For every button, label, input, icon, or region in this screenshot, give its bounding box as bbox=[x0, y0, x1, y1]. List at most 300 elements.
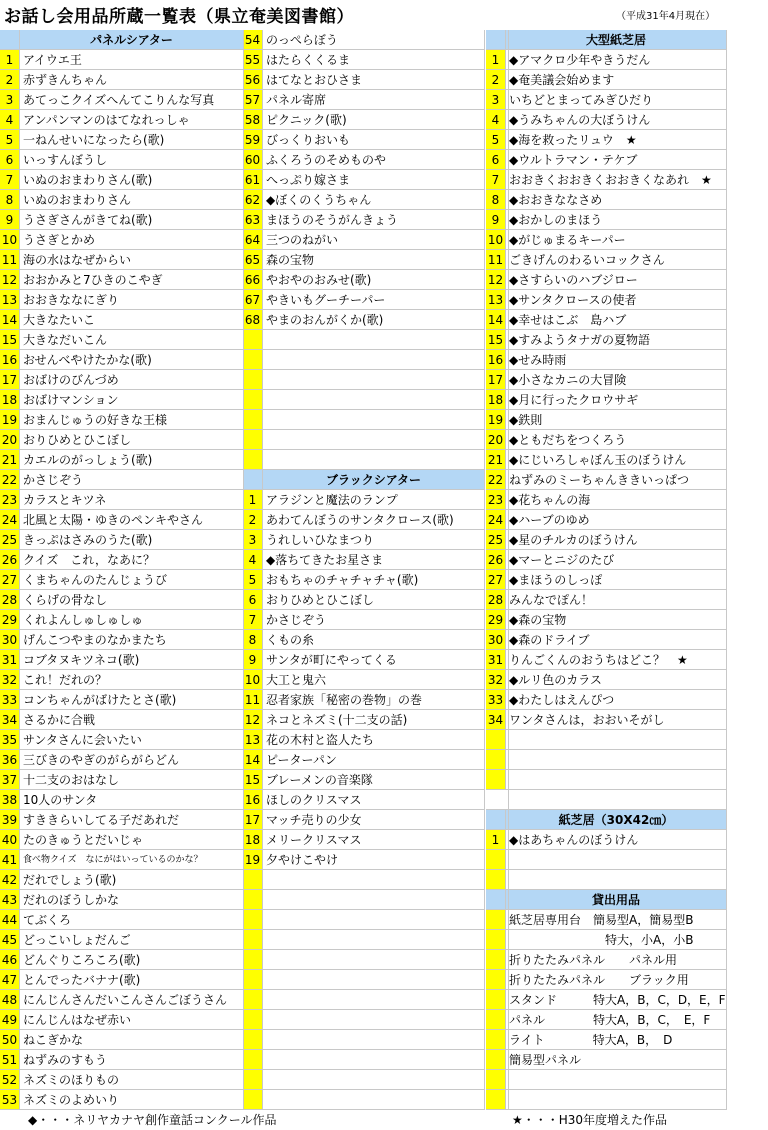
item-title: 夕やけこやけ bbox=[266, 853, 339, 867]
item-title bbox=[263, 1050, 484, 1069]
item-number: 15 bbox=[486, 330, 506, 349]
item-number bbox=[486, 970, 506, 989]
footer-legend-star: ★・・・H30年度増えた作品 bbox=[512, 1113, 668, 1127]
section-header-label: パネルシアター bbox=[20, 30, 243, 49]
item-number: 29 bbox=[486, 610, 506, 629]
item-number: 68 bbox=[243, 310, 263, 329]
item-title: ピクニック(歌) bbox=[266, 113, 347, 127]
item-number: 14 bbox=[0, 310, 20, 329]
list-item bbox=[486, 50, 726, 70]
item-title: コンちゃんがばけたとさ(歌) bbox=[23, 693, 177, 707]
item-title bbox=[263, 350, 484, 369]
item-number: 33 bbox=[486, 690, 506, 709]
list-item bbox=[0, 570, 243, 590]
list-item bbox=[486, 130, 726, 150]
column-divider bbox=[243, 30, 244, 1110]
list-item bbox=[243, 130, 484, 150]
list-item bbox=[486, 290, 726, 310]
item-title: 花の木村と盗人たち bbox=[266, 733, 375, 747]
item-number bbox=[486, 850, 506, 869]
list-item bbox=[486, 750, 726, 770]
item-title bbox=[263, 910, 484, 929]
list-item bbox=[0, 770, 243, 790]
list-item bbox=[243, 50, 484, 70]
item-title: 特大，小A，小B bbox=[509, 933, 694, 947]
item-number: 20 bbox=[486, 430, 506, 449]
item-number: 24 bbox=[486, 510, 506, 529]
item-title: 食べ物クイズ なにがはいっているのかな？ bbox=[23, 855, 203, 865]
item-title: アンパンマンのはてなれっしゃ bbox=[23, 113, 190, 127]
item-number: 18 bbox=[486, 390, 506, 409]
item-title: 大工と鬼六 bbox=[266, 673, 327, 687]
item-title: おもちゃのチャチャチャ(歌) bbox=[266, 573, 419, 587]
item-title: ◆サンタクロースの使者 bbox=[509, 293, 637, 307]
item-number bbox=[486, 930, 506, 949]
item-title bbox=[263, 450, 484, 469]
item-title: ネズミのよめいり bbox=[23, 1093, 120, 1107]
item-number: 12 bbox=[486, 270, 506, 289]
item-number: 48 bbox=[0, 990, 20, 1009]
item-title: 10人のサンタ bbox=[23, 793, 98, 807]
item-title: おおきななにぎり bbox=[23, 293, 120, 307]
item-number bbox=[243, 350, 263, 369]
item-title: ◆ぼくのくうちゃん bbox=[266, 193, 372, 207]
item-title bbox=[263, 890, 484, 909]
item-title: 一ねんせいになったら(歌) bbox=[23, 133, 165, 147]
list-item bbox=[486, 850, 726, 870]
column-kamishibai bbox=[486, 30, 726, 1110]
list-item bbox=[486, 250, 726, 270]
item-number bbox=[243, 1030, 263, 1049]
item-title: ◆すみようタナガの夏物語 bbox=[509, 333, 650, 347]
header-number-cell bbox=[0, 30, 20, 49]
list-item bbox=[0, 90, 243, 110]
item-number: 4 bbox=[0, 110, 20, 129]
item-number: 37 bbox=[0, 770, 20, 789]
item-title bbox=[263, 1010, 484, 1029]
list-item bbox=[486, 510, 726, 530]
list-item bbox=[486, 110, 726, 130]
item-number bbox=[486, 1030, 506, 1049]
item-title: ネコとネズミ(十二支の話) bbox=[266, 713, 408, 727]
item-number bbox=[486, 1090, 506, 1109]
item-title: おおきくおおきくおおきくなあれ ★ bbox=[509, 173, 712, 187]
item-number: 16 bbox=[486, 350, 506, 369]
list-item bbox=[0, 330, 243, 350]
item-title: ピーターパン bbox=[266, 753, 337, 767]
list-item bbox=[0, 310, 243, 330]
list-item bbox=[243, 390, 484, 410]
item-number bbox=[486, 730, 506, 749]
item-number: 34 bbox=[0, 710, 20, 729]
list-item bbox=[0, 150, 243, 170]
item-title: てぶくろ bbox=[23, 913, 72, 927]
list-item bbox=[486, 70, 726, 90]
item-title: ◆おおきななさめ bbox=[509, 193, 603, 207]
list-item bbox=[486, 330, 726, 350]
item-number: 50 bbox=[0, 1030, 20, 1049]
item-title: 三つのねがい bbox=[266, 233, 339, 247]
item-number bbox=[243, 330, 263, 349]
list-item bbox=[243, 930, 484, 950]
list-item bbox=[486, 490, 726, 510]
item-title: やまのおんがくか(歌) bbox=[266, 313, 384, 327]
item-title: クイズ これ，なあに？ bbox=[23, 553, 156, 567]
list-item bbox=[0, 210, 243, 230]
list-item bbox=[243, 350, 484, 370]
item-title: ◆幸せはこぶ 島ハブ bbox=[509, 313, 627, 327]
item-title: ◆マーとニジのたび bbox=[509, 553, 615, 567]
list-item bbox=[0, 290, 243, 310]
item-title: おおかみと7ひきのこやぎ bbox=[23, 273, 163, 287]
item-number bbox=[243, 430, 263, 449]
list-item bbox=[243, 1090, 484, 1110]
list-item bbox=[243, 690, 484, 710]
item-title: かさじぞう bbox=[266, 613, 327, 627]
list-item bbox=[0, 350, 243, 370]
list-item bbox=[243, 490, 484, 510]
item-number: 6 bbox=[0, 150, 20, 169]
list-item bbox=[243, 150, 484, 170]
item-number: 7 bbox=[243, 610, 263, 629]
item-number: 24 bbox=[0, 510, 20, 529]
list-item bbox=[0, 690, 243, 710]
item-title: ◆にじいろしゃぼん玉のぼうけん bbox=[509, 453, 687, 467]
item-title: 折りたたみパネル ブラック用 bbox=[509, 973, 689, 987]
item-title: ワンタさんは，おおいそがし bbox=[509, 713, 665, 727]
blank-row bbox=[486, 790, 726, 810]
item-title bbox=[506, 1070, 726, 1089]
item-number bbox=[243, 450, 263, 469]
item-title: ◆森の宝物 bbox=[509, 613, 567, 627]
item-number bbox=[243, 1010, 263, 1029]
item-title: くらげの骨なし bbox=[23, 593, 108, 607]
item-title: ◆がじゅまるキーパー bbox=[509, 233, 626, 247]
header-number-cell bbox=[486, 890, 506, 909]
list-item bbox=[0, 450, 243, 470]
item-number: 44 bbox=[0, 910, 20, 929]
item-number: 7 bbox=[0, 170, 20, 189]
header-number-cell bbox=[243, 470, 263, 489]
list-item bbox=[0, 710, 243, 730]
item-title: びっくりおいも bbox=[266, 133, 351, 147]
list-item bbox=[486, 950, 726, 970]
list-item bbox=[486, 1010, 726, 1030]
item-number: 17 bbox=[0, 370, 20, 389]
list-item bbox=[0, 550, 243, 570]
item-number: 3 bbox=[0, 90, 20, 109]
item-title: すききらいしてる子だあれだ bbox=[23, 813, 180, 827]
item-number: 54 bbox=[243, 30, 263, 49]
item-title: おまんじゅうの好きな王様 bbox=[23, 413, 168, 427]
item-number: 8 bbox=[243, 630, 263, 649]
list-item bbox=[486, 630, 726, 650]
section-header-label: ブラックシアター bbox=[263, 470, 484, 489]
item-number: 1 bbox=[486, 830, 506, 849]
item-number: 55 bbox=[243, 50, 263, 69]
item-title: ◆わたしはえんぴつ bbox=[509, 693, 615, 707]
list-item bbox=[243, 1070, 484, 1090]
item-title: いちどとまってみぎひだり bbox=[509, 93, 654, 107]
section-header bbox=[486, 890, 726, 910]
item-number: 13 bbox=[243, 730, 263, 749]
column-divider bbox=[484, 30, 485, 1110]
item-number: 9 bbox=[243, 650, 263, 669]
item-number bbox=[486, 910, 506, 929]
list-item bbox=[243, 730, 484, 750]
list-item bbox=[243, 630, 484, 650]
list-item bbox=[486, 1050, 726, 1070]
list-item bbox=[243, 430, 484, 450]
item-title: やおやのおみせ(歌) bbox=[266, 273, 372, 287]
item-number: 22 bbox=[486, 470, 506, 489]
list-item bbox=[0, 590, 243, 610]
item-title: 大きなたいこ bbox=[23, 313, 96, 327]
item-title: ◆はあちゃんのぼうけん bbox=[509, 833, 639, 847]
item-title: くまちゃんのたんじょうび bbox=[23, 573, 168, 587]
item-number: 33 bbox=[0, 690, 20, 709]
item-number bbox=[243, 930, 263, 949]
list-item bbox=[243, 890, 484, 910]
list-item bbox=[0, 50, 243, 70]
list-item bbox=[243, 530, 484, 550]
list-item bbox=[0, 430, 243, 450]
item-number: 26 bbox=[486, 550, 506, 569]
list-item bbox=[243, 830, 484, 850]
list-item bbox=[243, 370, 484, 390]
item-title: パネル 特大A，B，C， E，F bbox=[509, 1013, 711, 1027]
list-item bbox=[243, 330, 484, 350]
list-item bbox=[0, 830, 243, 850]
item-number: 21 bbox=[486, 450, 506, 469]
item-number: 31 bbox=[486, 650, 506, 669]
list-item bbox=[0, 130, 243, 150]
item-number: 6 bbox=[243, 590, 263, 609]
item-number: 3 bbox=[486, 90, 506, 109]
list-item bbox=[0, 370, 243, 390]
item-title bbox=[506, 870, 726, 889]
item-number: 27 bbox=[0, 570, 20, 589]
item-title bbox=[263, 1030, 484, 1049]
item-title: くもの糸 bbox=[266, 633, 315, 647]
list-item bbox=[0, 850, 243, 870]
list-item bbox=[243, 310, 484, 330]
item-number: 27 bbox=[486, 570, 506, 589]
item-number bbox=[486, 990, 506, 1009]
column-panel-theater bbox=[0, 30, 243, 1110]
item-title bbox=[263, 370, 484, 389]
list-item bbox=[0, 170, 243, 190]
list-item bbox=[0, 970, 243, 990]
item-title: 赤ずきんちゃん bbox=[23, 73, 108, 87]
list-item bbox=[486, 370, 726, 390]
item-title: ◆ウルトラマン・テケブ bbox=[509, 153, 638, 167]
page-title: お話し会用品所蔵一覧表（県立奄美図書館） bbox=[4, 7, 354, 27]
item-number: 13 bbox=[486, 290, 506, 309]
item-title: ◆落ちてきたお星さま bbox=[266, 553, 384, 567]
item-number: 34 bbox=[486, 710, 506, 729]
item-number: 61 bbox=[243, 170, 263, 189]
item-title: ◆小さなカニの大冒険 bbox=[509, 373, 627, 387]
item-number: 19 bbox=[486, 410, 506, 429]
item-number: 36 bbox=[0, 750, 20, 769]
list-item bbox=[486, 150, 726, 170]
item-number: 67 bbox=[243, 290, 263, 309]
list-item bbox=[243, 710, 484, 730]
item-title: ◆アマクロ少年やきうだん bbox=[509, 53, 651, 67]
list-item bbox=[243, 450, 484, 470]
item-number: 29 bbox=[0, 610, 20, 629]
item-title: どんぐりころころ(歌) bbox=[23, 953, 141, 967]
item-number: 2 bbox=[243, 510, 263, 529]
list-item bbox=[243, 250, 484, 270]
list-item bbox=[0, 70, 243, 90]
item-title: おりひめとひこぼし bbox=[23, 433, 132, 447]
item-number: 25 bbox=[0, 530, 20, 549]
item-number: 25 bbox=[486, 530, 506, 549]
item-title: サンタが町にやってくる bbox=[266, 653, 397, 667]
item-number: 2 bbox=[0, 70, 20, 89]
list-item bbox=[0, 670, 243, 690]
list-item bbox=[0, 810, 243, 830]
blank-cell bbox=[486, 790, 506, 809]
header-number-cell bbox=[486, 30, 506, 49]
blank-cell bbox=[506, 790, 726, 809]
item-number bbox=[243, 910, 263, 929]
item-title: あてっこクイズへんてこりんな写真 bbox=[23, 93, 215, 107]
list-item bbox=[243, 1050, 484, 1070]
item-number: 62 bbox=[243, 190, 263, 209]
list-item bbox=[243, 990, 484, 1010]
item-number: 15 bbox=[0, 330, 20, 349]
list-item bbox=[0, 490, 243, 510]
section-header bbox=[486, 810, 726, 830]
item-number: 52 bbox=[0, 1070, 20, 1089]
item-number: 22 bbox=[0, 470, 20, 489]
item-number bbox=[243, 370, 263, 389]
list-item bbox=[486, 610, 726, 630]
list-item bbox=[0, 650, 243, 670]
list-item bbox=[486, 570, 726, 590]
item-title bbox=[263, 410, 484, 429]
column-divider bbox=[726, 30, 727, 1110]
list-item bbox=[243, 590, 484, 610]
item-title: げんこつやまのなかまたち bbox=[23, 633, 167, 647]
item-title: ごきげんのわるいコックさん bbox=[509, 253, 665, 267]
list-item bbox=[243, 550, 484, 570]
list-item bbox=[0, 950, 243, 970]
item-title: うれしいひなまつり bbox=[266, 533, 375, 547]
list-item bbox=[243, 850, 484, 870]
item-number bbox=[243, 1070, 263, 1089]
list-item bbox=[243, 870, 484, 890]
item-title: うさぎとかめ bbox=[23, 233, 96, 247]
list-item bbox=[486, 1070, 726, 1090]
item-number bbox=[486, 950, 506, 969]
item-number bbox=[486, 750, 506, 769]
item-number: 28 bbox=[0, 590, 20, 609]
item-title: 折りたたみパネル パネル用 bbox=[509, 953, 678, 967]
list-item bbox=[486, 190, 726, 210]
item-number: 7 bbox=[486, 170, 506, 189]
list-item bbox=[486, 90, 726, 110]
section-header-label: 紙芝居（30X42㎝） bbox=[506, 810, 726, 829]
item-title: ◆さすらいのハブジロー bbox=[509, 273, 638, 287]
item-title: ◆ハーブのゆめ bbox=[509, 513, 590, 527]
list-item bbox=[243, 90, 484, 110]
section-header-label: 大型紙芝居 bbox=[506, 30, 726, 49]
item-number: 60 bbox=[243, 150, 263, 169]
item-number: 1 bbox=[0, 50, 20, 69]
item-title: はてなとおひさま bbox=[266, 73, 363, 87]
item-number: 45 bbox=[0, 930, 20, 949]
item-title: ◆海を救ったリュウ ★ bbox=[509, 133, 637, 147]
item-number: 19 bbox=[0, 410, 20, 429]
item-title bbox=[263, 930, 484, 949]
item-number: 18 bbox=[243, 830, 263, 849]
list-item bbox=[486, 210, 726, 230]
item-number: 5 bbox=[243, 570, 263, 589]
list-item bbox=[243, 750, 484, 770]
item-title: 大きなだいこん bbox=[23, 333, 108, 347]
list-item bbox=[243, 810, 484, 830]
item-title: おりひめとひこぼし bbox=[266, 593, 375, 607]
list-item bbox=[0, 1050, 243, 1070]
item-title bbox=[263, 390, 484, 409]
list-item bbox=[486, 430, 726, 450]
item-number: 46 bbox=[0, 950, 20, 969]
item-title: スタンド 特大A，B，C，D，E，F bbox=[509, 993, 726, 1007]
item-number: 59 bbox=[243, 130, 263, 149]
item-title: ◆おかしのまほう bbox=[509, 213, 603, 227]
item-number: 14 bbox=[243, 750, 263, 769]
item-number: 1 bbox=[486, 50, 506, 69]
item-number bbox=[243, 1050, 263, 1069]
section-header bbox=[243, 470, 484, 490]
item-number: 64 bbox=[243, 230, 263, 249]
list-item bbox=[0, 1010, 243, 1030]
item-title bbox=[263, 1090, 484, 1109]
item-title: かさじぞう bbox=[23, 473, 84, 487]
item-number: 63 bbox=[243, 210, 263, 229]
item-number: 30 bbox=[0, 630, 20, 649]
item-title: 十二支のおはなし bbox=[23, 773, 120, 787]
list-item bbox=[243, 790, 484, 810]
item-title: へっぷり嫁さま bbox=[266, 173, 351, 187]
item-number: 11 bbox=[243, 690, 263, 709]
list-item bbox=[0, 990, 243, 1010]
list-item bbox=[486, 230, 726, 250]
list-item bbox=[0, 1090, 243, 1110]
list-item bbox=[486, 410, 726, 430]
list-item bbox=[0, 930, 243, 950]
list-item bbox=[0, 890, 243, 910]
item-number: 39 bbox=[0, 810, 20, 829]
item-title: だれのぼうしかな bbox=[23, 893, 120, 907]
list-item bbox=[0, 470, 243, 490]
item-title: あわてんぼうのサンタクロース(歌) bbox=[266, 513, 454, 527]
list-item bbox=[0, 790, 243, 810]
list-item bbox=[486, 710, 726, 730]
item-title: おばけのびんづめ bbox=[23, 373, 119, 387]
item-number: 23 bbox=[0, 490, 20, 509]
list-item bbox=[486, 870, 726, 890]
item-number: 10 bbox=[486, 230, 506, 249]
list-item bbox=[486, 590, 726, 610]
footer-legend-diamond: ◆・・・ネリヤカナヤ創作童話コンクール作品 bbox=[28, 1113, 277, 1127]
item-number: 66 bbox=[243, 270, 263, 289]
list-item bbox=[486, 550, 726, 570]
